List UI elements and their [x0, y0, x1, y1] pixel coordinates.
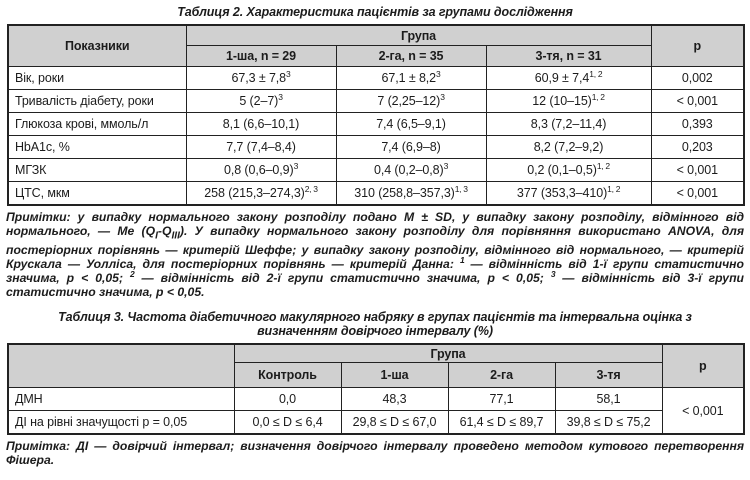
table3-subheader-cell: 2-га [448, 363, 555, 388]
cell-value: 258 $(215,3-274,3)^{2, 3}$ [186, 182, 336, 206]
table3-header-group: Група [234, 344, 662, 363]
cell-value: 8,3 (7,2–11,4) [486, 113, 651, 136]
table3-header-p: р [662, 344, 744, 388]
cell-value: 39,8 ≤ D ≤ 75,2 [555, 411, 662, 435]
table3-subheader-cell: 1-ша [341, 363, 448, 388]
table2-notes: Примітки: у випадку нормального закону розподілу подано М ± SD, у випадку закону розподілу, відмінного від нормального, — Ме $(Q_I-Q_{III})$. У випадку нормального закону розподілу для порівняння використано ANOVA, для постеріорних порівнянь — критерій Шеффе; у випадку закону розподілу, відмінного від нормального, — критерій Крускала — Уолліса, для постеріорних порівнянь — критерій Данна: $^1$ — відмінність від 1-ї групи статистично значима, р < 0,05; $^2$ — відмінність від 2-ї групи статистично значима, р < 0,05; $^3$ — відмінність від 3-ї групи статистично значима, р < 0,05. [6, 210, 744, 300]
table-row [8, 411, 744, 435]
row-label: ДІ на рівні значущості р = 0,05 [8, 411, 234, 435]
row-label: HbA1c, % [8, 136, 186, 159]
p-value: < 0,001 [662, 388, 744, 435]
table2-subheader-cell: 3-тя, n = 31 [486, 46, 651, 67]
table-row [8, 388, 744, 411]
cell-value: 8,1 (6,6–10,1) [186, 113, 336, 136]
table2-header-p: р [651, 25, 744, 67]
table-row [8, 136, 744, 159]
cell-value: 29,8 ≤ D ≤ 67,0 [341, 411, 448, 435]
table3-subheader-cell: Контроль [234, 363, 341, 388]
cell-value: 58,1 [555, 388, 662, 411]
table2-header-indicators: Показники [8, 25, 186, 67]
table-row [8, 159, 744, 182]
table-row [8, 67, 744, 90]
p-value: < 0,001 [651, 90, 744, 113]
table-row [8, 90, 744, 113]
p-value: 0,203 [651, 136, 744, 159]
cell-value: 7 $(2,25-12)^3$ [336, 90, 486, 113]
row-label: МГЗК [8, 159, 186, 182]
cell-value: 0,8 $(0,6-0,9)^3$ [186, 159, 336, 182]
p-value: < 0,001 [651, 159, 744, 182]
table2-title: Таблиця 2. Характеристика пацієнтів за групами дослідження [177, 5, 573, 19]
cell-value: 0,4 $(0,2-0,8)^3$ [336, 159, 486, 182]
table-row [8, 182, 744, 206]
row-label: Глюкоза крові, ммоль/л [8, 113, 186, 136]
cell-value: 0,0 ≤ D ≤ 6,4 [234, 411, 341, 435]
table3-title: Таблиця 3. Частота діабетичного макулярного набряку в групах пацієнтів та інтервальна оцінка з визначенням довірчого інтервалу (%) [58, 310, 692, 339]
cell-value: 310 $(258,8-357,3)^{1, 3}$ [336, 182, 486, 206]
cell-value: $60,9 \pm 7,4^{1, 2}$ [486, 67, 651, 90]
table-row [8, 113, 744, 136]
cell-value: 5 $(2-7)^3$ [186, 90, 336, 113]
cell-value: 61,4 ≤ D ≤ 89,7 [448, 411, 555, 435]
p-value: 0,002 [651, 67, 744, 90]
row-label: Вік, роки [8, 67, 186, 90]
row-label: ДМН [8, 388, 234, 411]
table3-note: Примітка: ДІ — довірчий інтервал; визначення довірчого інтервалу проведено методом кутового перетворення Фішера. [6, 439, 744, 468]
cell-value: 7,4 (6,5–9,1) [336, 113, 486, 136]
table2 [7, 24, 745, 206]
cell-value: 48,3 [341, 388, 448, 411]
cell-value: 12 $(10-15)^{1, 2}$ [486, 90, 651, 113]
cell-value: $67,1 \pm 8,2^3$ [336, 67, 486, 90]
p-value: 0,393 [651, 113, 744, 136]
cell-value: 7,7 (7,4–8,4) [186, 136, 336, 159]
table2-header-group: Група [186, 25, 651, 46]
table2-subheader-cell: 2-га, n = 35 [336, 46, 486, 67]
table3 [7, 343, 745, 435]
table3-subheader-cell: 3-тя [555, 363, 662, 388]
cell-value: 77,1 [448, 388, 555, 411]
row-label: ЦТС, мкм [8, 182, 186, 206]
cell-value: 0,0 [234, 388, 341, 411]
table2-subheader-cell: 1-ша, n = 29 [186, 46, 336, 67]
cell-value: 8,2 (7,2–9,2) [486, 136, 651, 159]
p-value: < 0,001 [651, 182, 744, 206]
table3-header-empty [8, 344, 234, 388]
row-label: Тривалість діабету, роки [8, 90, 186, 113]
cell-value: 377 $(353,3-410)^{1, 2}$ [486, 182, 651, 206]
cell-value: 0,2 $(0,1-0,5)^{1, 2}$ [486, 159, 651, 182]
cell-value: $67,3 \pm 7,8^3$ [186, 67, 336, 90]
cell-value: 7,4 (6,9–8) [336, 136, 486, 159]
